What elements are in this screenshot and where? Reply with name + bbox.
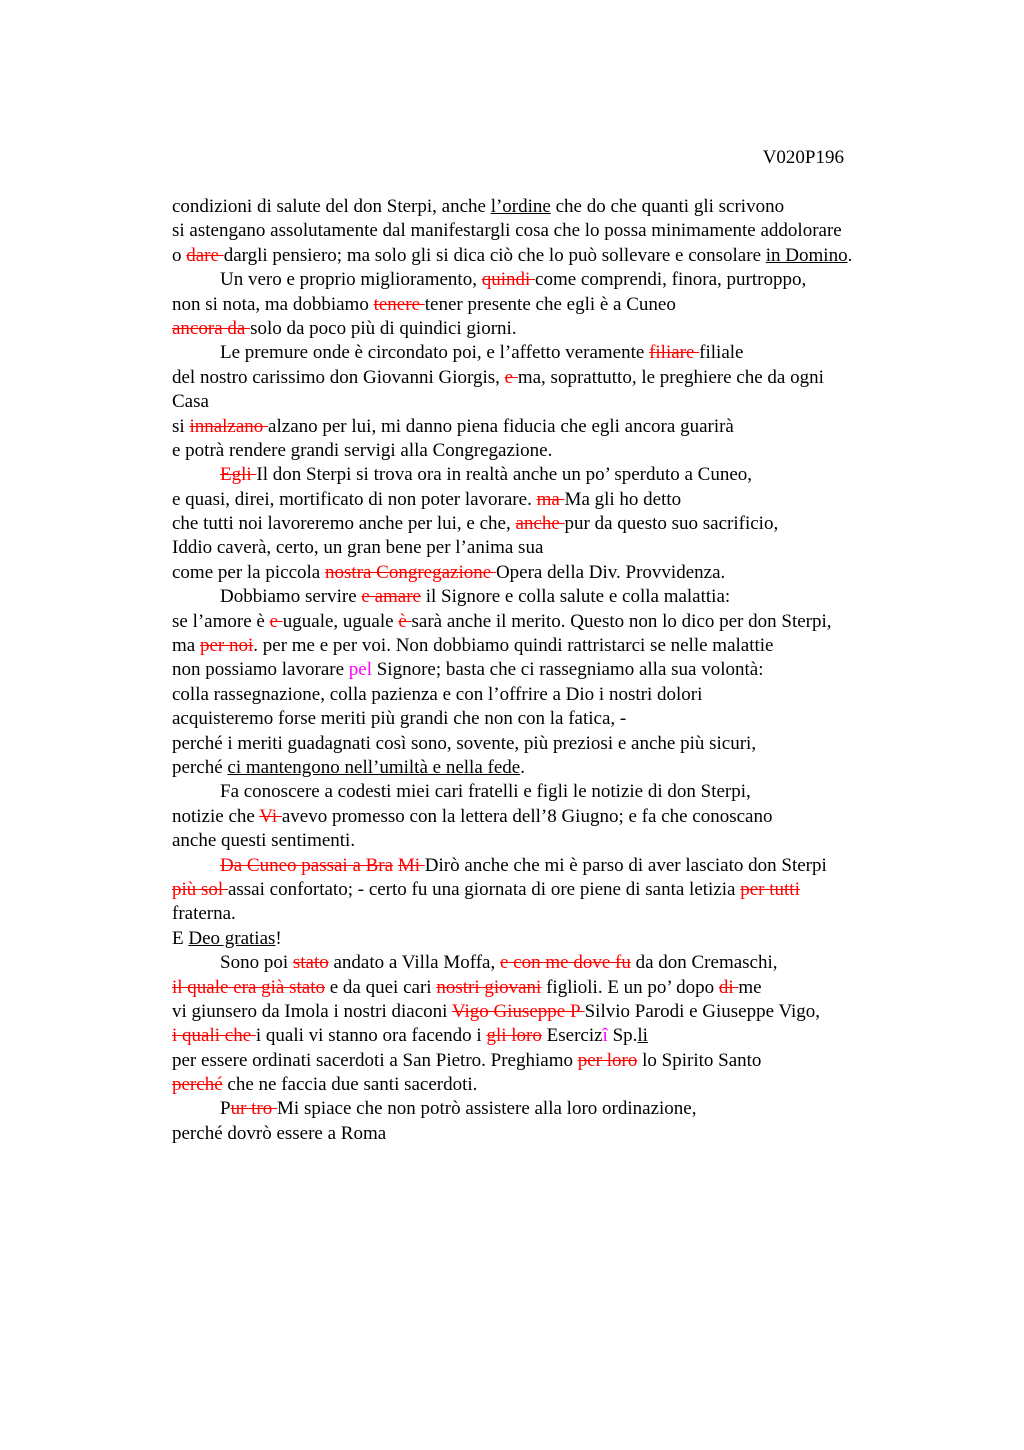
text-segment: o xyxy=(172,244,187,266)
text-line xyxy=(172,268,932,292)
text-segment: alzano per lui, mi danno piena fiducia che egli ancora guarirà xyxy=(268,415,734,437)
text-segment: che tutti noi lavoreremo anche per lui, e che, xyxy=(172,513,516,535)
deleted-text: ma xyxy=(536,488,565,510)
text-segment: Iddio caverà, certo, un gran bene per l’anima sua xyxy=(172,537,544,559)
text-segment: pur da questo suo sacrificio, xyxy=(564,513,779,535)
text-line xyxy=(172,415,932,439)
text-segment: filiale xyxy=(699,342,744,364)
deleted-text: nostra Congregazione xyxy=(324,561,496,583)
text-line xyxy=(172,707,932,731)
text-segment: che ne faccia due santi sacerdoti. xyxy=(222,1074,478,1096)
text-line xyxy=(172,634,932,658)
text-segment: del nostro carissimo don Giovanni Giorgis, xyxy=(172,366,505,388)
text-segment: Casa xyxy=(172,391,209,413)
text-segment: vi giunsero da Imola i nostri diaconi xyxy=(172,1000,452,1022)
deleted-text: Vigo Giuseppe P xyxy=(451,1000,585,1022)
text-segment: Le premure onde è circondato poi, e l’affetto veramente xyxy=(220,342,650,364)
text-segment: perché xyxy=(172,756,228,778)
text-segment: tener presente che egli è a Cuneo xyxy=(424,293,676,315)
inserted-text: pel xyxy=(348,659,372,681)
text-line xyxy=(172,390,932,414)
text-segment: assai confortato; - certo fu una giornata di ore piene di santa letizia xyxy=(227,878,741,900)
text-line xyxy=(172,1024,932,1048)
text-line xyxy=(172,244,932,268)
text-line xyxy=(172,902,932,926)
underlined-text: ci mantengono nell’umiltà e nella fede xyxy=(227,756,521,778)
underlined-text: Deo gratias xyxy=(188,927,276,949)
text-segment: si xyxy=(172,415,190,437)
letter-body xyxy=(172,195,932,1146)
underlined-text: l’ordine xyxy=(490,196,551,217)
deleted-text: e xyxy=(504,366,518,388)
text-segment: Mi spiace che non potrò assistere alla loro ordinazione, xyxy=(277,1098,697,1120)
deleted-text: di xyxy=(718,976,739,998)
page-id: V020P196 xyxy=(762,147,844,168)
deleted-text: Mi xyxy=(397,854,425,876)
text-segment: Sono poi xyxy=(220,952,293,974)
text-segment: non possiamo lavorare xyxy=(172,659,349,681)
text-segment: E xyxy=(172,927,189,949)
text-line xyxy=(172,439,932,463)
text-segment: ma xyxy=(172,635,200,657)
deleted-text: anche xyxy=(515,513,565,535)
deleted-text: più sol xyxy=(172,878,228,900)
text-line xyxy=(172,341,932,365)
deleted-text: ancora da xyxy=(172,317,251,339)
deleted-text: quindi xyxy=(481,269,536,291)
text-segment: condizioni di salute del don Sterpi, anche xyxy=(172,196,491,217)
deleted-text: nostri giovani xyxy=(436,976,542,998)
text-segment: e quasi, direi, mortificato di non poter lavorare. xyxy=(172,488,537,510)
text-segment: Silvio Parodi e Giuseppe Vigo, xyxy=(584,1000,821,1022)
text-line xyxy=(172,536,932,560)
text-line xyxy=(172,1073,932,1097)
text-segment: sarà anche il merito. Questo non lo dico per don Sterpi, xyxy=(411,610,832,632)
text-segment: Dirò anche che mi è parso di aver lasciato don Sterpi xyxy=(424,854,827,876)
deleted-text: Vi xyxy=(259,805,282,827)
text-segment: dargli pensiero; ma solo gli si dica ciò che lo può sollevare e consolare xyxy=(223,244,766,266)
deleted-text: ur tro xyxy=(230,1098,278,1120)
text-segment: se l’amore è xyxy=(172,610,270,632)
text-line xyxy=(172,805,932,829)
deleted-text: filiare xyxy=(649,342,700,364)
text-segment: avevo promesso con la lettera dell’8 Giugno; e fa che conoscano xyxy=(281,805,773,827)
deleted-text: per noi xyxy=(199,635,254,657)
deleted-text: e xyxy=(269,610,283,632)
deleted-text: perché xyxy=(172,1074,223,1096)
text-segment: andato a Villa Moffa, xyxy=(328,952,500,974)
text-segment: me xyxy=(738,976,762,998)
deleted-text: e amare xyxy=(361,586,421,608)
text-line xyxy=(172,658,932,682)
deleted-text: è xyxy=(398,610,412,632)
text-segment: Ma gli ho detto xyxy=(564,488,682,510)
text-segment: i quali vi stanno ora facendo i xyxy=(255,1025,487,1047)
text-line xyxy=(172,683,932,707)
text-line xyxy=(172,976,932,1000)
deleted-text: i quali che xyxy=(172,1025,256,1047)
text-segment: Sp. xyxy=(607,1025,638,1047)
text-segment: Opera della Div. Provvidenza. xyxy=(495,561,726,583)
text-segment: ! xyxy=(275,927,282,949)
text-line xyxy=(172,195,932,219)
text-segment: P xyxy=(220,1098,231,1120)
text-segment: fraterna. xyxy=(172,903,236,925)
text-segment: figlioli. E un po’ dopo xyxy=(541,976,719,998)
text-segment: come comprendi, finora, purtroppo, xyxy=(535,269,807,291)
text-segment: perché dovrò essere a Roma xyxy=(172,1122,387,1144)
text-line xyxy=(172,610,932,634)
deleted-text: e con me dove fu xyxy=(499,952,631,974)
text-line xyxy=(172,829,932,853)
text-line xyxy=(172,1122,932,1146)
deleted-text: il quale era già stato xyxy=(172,976,325,998)
inserted-text: î xyxy=(602,1025,608,1047)
text-segment: Eserciz xyxy=(541,1025,603,1047)
text-line xyxy=(172,366,932,390)
text-line xyxy=(172,585,932,609)
text-segment: anche questi sentimenti. xyxy=(172,830,356,852)
text-line xyxy=(172,732,932,756)
deleted-text: tenere xyxy=(373,293,425,315)
text-line xyxy=(172,854,932,878)
text-segment: e potrà rendere grandi servigi alla Congregazione. xyxy=(172,439,553,461)
text-segment: si astengano assolutamente dal manifestargli cosa che lo possa minimamente addolorare xyxy=(172,220,842,242)
deleted-text: gli loro xyxy=(486,1025,542,1047)
deleted-text: dare xyxy=(186,244,224,266)
underlined-text: li xyxy=(637,1025,648,1047)
text-segment: come per la piccola xyxy=(172,561,325,583)
text-segment: acquisteremo forse meriti più grandi che non con la fatica, - xyxy=(172,708,627,730)
text-segment: Dobbiamo servire xyxy=(220,586,362,608)
deleted-text: innalzano xyxy=(189,415,269,437)
deleted-text: stato xyxy=(292,952,329,974)
text-segment: . xyxy=(847,244,853,266)
text-segment: solo da poco più di quindici giorni. xyxy=(250,317,517,339)
text-line xyxy=(172,463,932,487)
text-line xyxy=(172,512,932,536)
text-line xyxy=(172,951,932,975)
text-line xyxy=(172,561,932,585)
text-line xyxy=(172,293,932,317)
text-line xyxy=(172,1049,932,1073)
text-segment: il Signore e colla salute e colla malattia: xyxy=(421,586,731,608)
text-line xyxy=(172,317,932,341)
text-segment: . per me e per voi. Non dobbiamo quindi rattristarci se nelle malattie xyxy=(253,635,774,657)
text-segment: . xyxy=(520,756,525,778)
text-line xyxy=(172,1097,932,1121)
text-line xyxy=(172,878,932,902)
text-segment: colla rassegnazione, colla pazienza e con l’offrire a Dio i nostri dolori xyxy=(172,683,703,705)
text-segment: notizie che xyxy=(172,805,260,827)
deleted-text: per loro xyxy=(577,1049,638,1071)
text-line xyxy=(172,780,932,804)
text-segment: da don Cremaschi, xyxy=(630,952,778,974)
text-line xyxy=(172,927,932,951)
text-line xyxy=(172,488,932,512)
text-segment: che do che quanti gli scrivono xyxy=(550,196,785,217)
deleted-text: Egli xyxy=(220,464,257,486)
text-segment: uguale, uguale xyxy=(282,610,399,632)
text-segment: ma, soprattutto, le preghiere che da ogni xyxy=(517,366,824,388)
text-line xyxy=(172,219,932,243)
text-segment: Un vero e proprio miglioramento, xyxy=(220,269,482,291)
text-segment: Signore; basta che ci rassegniamo alla sua volontà: xyxy=(371,659,764,681)
text-line xyxy=(172,1000,932,1024)
deleted-text: per tutti xyxy=(740,878,800,900)
text-segment: non si nota, ma dobbiamo xyxy=(172,293,374,315)
text-line xyxy=(172,756,932,780)
text-segment: Il don Sterpi si trova ora in realtà anche un po’ sperduto a Cuneo, xyxy=(256,464,753,486)
text-segment: lo Spirito Santo xyxy=(637,1049,762,1071)
text-segment: Fa conoscere a codesti miei cari fratelli e figli le notizie di don Sterpi, xyxy=(220,781,751,803)
deleted-text: Da Cuneo passai a Bra xyxy=(220,854,394,876)
text-segment: e da quei cari xyxy=(325,976,437,998)
text-segment: perché i meriti guadagnati così sono, sovente, più preziosi e anche più sicuri, xyxy=(172,732,757,754)
underlined-text: in Domino xyxy=(765,244,848,266)
text-segment: per essere ordinati sacerdoti a San Pietro. Preghiamo xyxy=(172,1049,578,1071)
